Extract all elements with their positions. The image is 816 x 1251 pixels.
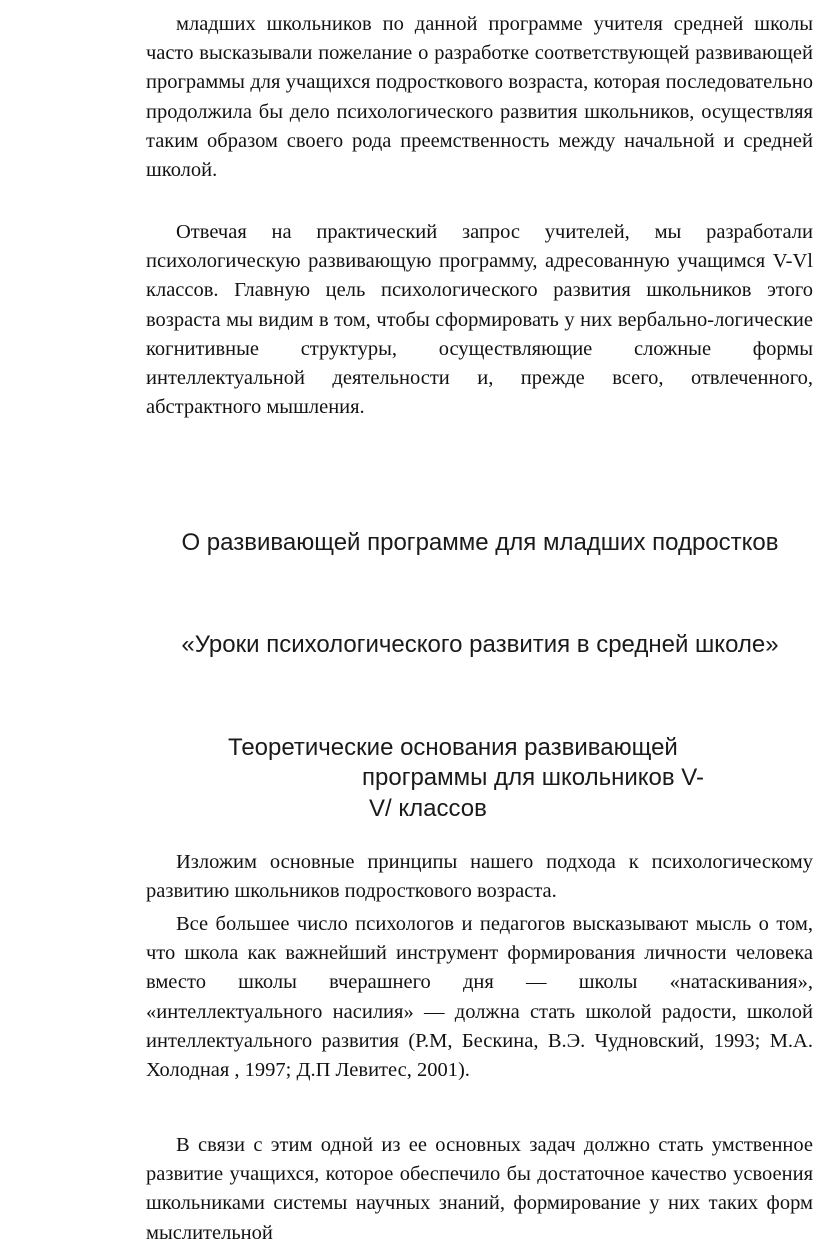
- heading-theory-line-1: Теоретические основания развивающей: [228, 734, 678, 761]
- paragraph-practical-request: Отвечая на практический запрос учителей, мы разработали психологическую развивающую программу, адресованную учащимся V-Vl классов. Главную цель психологического развития школьников этого возраста мы видим в том, чтобы сформировать у них вербально-логические когнитивные структуры, осуществляющие сложные формы интеллектуальной деятельности и, прежде всего, отвлеченного, абстрактного мышления.: [146, 221, 813, 419]
- heading-theory-line-3: V/ классов: [369, 795, 487, 822]
- heading-theory-line-2: программы для школьников V-: [362, 764, 704, 791]
- paragraph-principles: Изложим основные принципы нашего подхода к психологическому развитию школьников подросткового возраста.: [146, 851, 813, 903]
- heading-lessons-title: «Уроки психологического развития в средней школе»: [181, 631, 779, 658]
- paragraph-continuation: младших школьников по данной программе учителя средней школы часто высказывали пожелание о разработке соответствующей развивающей программы для учащихся подросткового возраста, которая последовательно продолжила бы дело психологического развития школьников, осуществляя таким образом своего рода преемственность между начальной и средней школой.: [146, 13, 813, 182]
- paragraph-school-of-joy: Все большее число психологов и педагогов высказывают мысль о том, что школа как важнейший инструмент формирования личности человека вместо школы вчерашнего дня — школы «натаскивания», «интеллектуального насилия» — должна стать школой радости, школой интеллектуального развития (Р.М, Бескина, В.Э. Чудновский, 1993; М.А. Холодная , 1997; Д.П Левитес, 2001).: [146, 913, 813, 1082]
- paragraph-mental-development: В связи с этим одной из ее основных задач должно стать умственное развитие учащихся, которое обеспечило бы достаточное качество усвоения школьниками системы научных знаний, формирование у них таких форм мыслительной: [146, 1134, 813, 1244]
- heading-program-title: О развивающей программе для младших подростков: [181, 529, 779, 556]
